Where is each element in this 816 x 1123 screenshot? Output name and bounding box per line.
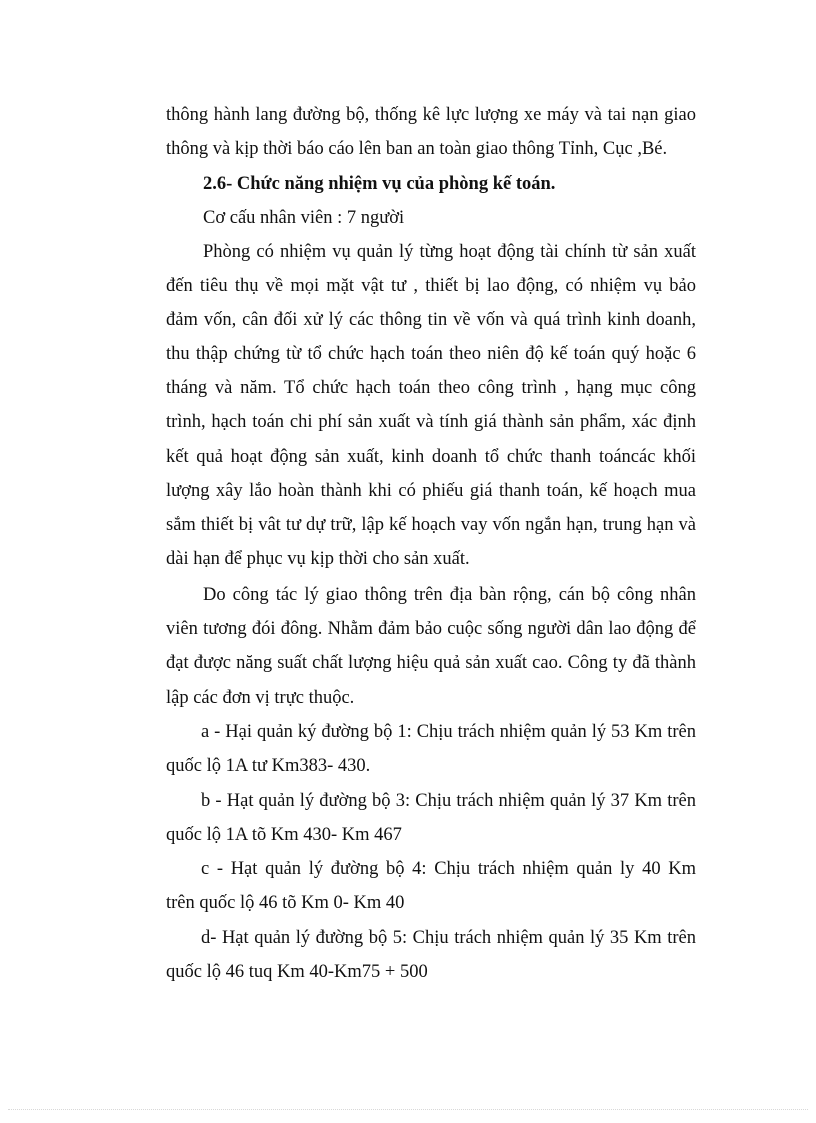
page-bottom-divider [8,1109,808,1110]
paragraph-line: Do công tác lý giao thông trên địa bàn rộng, cán bộ công nhân [203,585,696,605]
paragraph-line: Phòng có nhiệm vụ quản lý từng hoạt động tài chính từ sản xuất [203,242,696,262]
section-heading: 2.6- Chức năng nhiệm vụ của phòng kế toán. [203,174,556,194]
paragraph-line: thông hành lang đường bộ, thống kê lực lượng xe máy và tai nạn giao [166,105,696,125]
paragraph-line: dài hạn để phục vụ kịp thời cho sản xuất. [166,549,470,569]
paragraph-line: tháng và năm. Tổ chức hạch toán theo công trình , hạng mục công [166,378,696,398]
paragraph-line: lượng xây lắo hoàn thành khi có phiếu giá thanh toán, kế hoạch mua [166,481,696,501]
paragraph-line: lập các đơn vị trực thuộc. [166,688,355,708]
paragraph-line: trình, hạch toán chi phí sản xuất và tính giá thành sản phẩm, xác định [166,412,696,432]
list-item-line: a - Hại quản ký đường bộ 1: Chịu trách nhiệm quản lý 53 Km trên [201,722,696,742]
list-item-line: trên quốc lộ 46 tõ Km 0- Km 40 [166,893,405,913]
paragraph-line: thu thập chứng từ tổ chức hạch toán theo niên độ kế toán quý hoặc 6 [166,344,696,364]
list-item-line: d- Hạt quản lý đường bộ 5: Chịu trách nhiệm quản lý 35 Km trên [201,928,696,948]
list-item-line: b - Hạt quản lý đường bộ 3: Chịu trách nhiệm quản lý 37 Km trên [201,791,696,811]
paragraph-line: sắm thiết bị vât tư dự trữ, lập kế hoạch vay vốn ngắn hạn, trung hạn và [166,515,696,535]
list-item-line: quốc lộ 1A tõ Km 430- Km 467 [166,825,402,845]
paragraph-line: kết quả hoạt động sản xuất, kinh doanh tổ chức thanh toáncác khối [166,447,696,467]
paragraph-line: đến tiêu thụ về mọi mặt vật tư , thiết bị lao động, có nhiệm vụ bảo [166,276,696,296]
list-item-line: c - Hạt quản lý đường bộ 4: Chịu trách nhiệm quản ly 40 Km [201,859,696,879]
list-item-line: quốc lộ 46 tuq Km 40-Km75 + 500 [166,962,428,982]
paragraph-line: Cơ cấu nhân viên : 7 người [203,208,405,228]
paragraph-line: đảm vốn, cân đối xử lý các thông tin về vốn và quá trình kinh doanh, [166,310,696,330]
paragraph-line: viên tương đói đông. Nhằm đảm bảo cuộc sống người dân lao động để [166,619,696,639]
paragraph-line: thông và kịp thời báo cáo lên ban an toàn giao thông Tỉnh, Cục ,Bé. [166,139,668,159]
list-item-line: quốc lộ 1A tư Km383- 430. [166,756,371,776]
paragraph-line: đạt được năng suất chất lượng hiệu quả sản xuất cao. Công ty đã thành [166,653,696,673]
